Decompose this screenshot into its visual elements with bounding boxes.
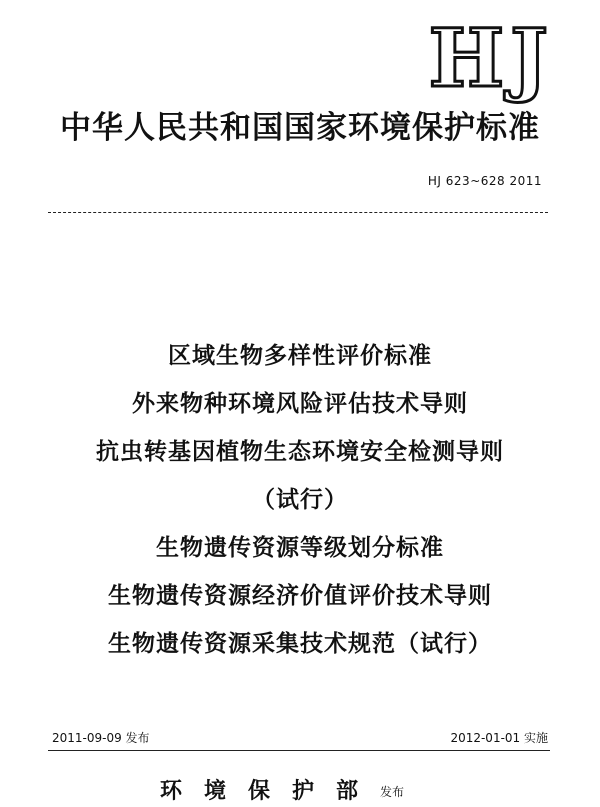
hj-logo: HJ (428, 11, 554, 105)
issue-date: 2011-09-09 发布 (52, 731, 150, 745)
effective-date: 2012-01-01 实施 (450, 731, 548, 745)
issuer-name: 环境保护部 (160, 778, 381, 804)
issuer (160, 776, 404, 807)
title-line: 外来物种环境风险评估技术导则 (132, 391, 468, 417)
title-line: 生物遗传资源采集技术规范（试行） (108, 631, 492, 657)
issuer-suffix: 发布 (380, 785, 405, 799)
standard-number: HJ 623~628 2011 (427, 174, 542, 188)
title-line: 生物遗传资源等级划分标准 (156, 535, 444, 561)
title-line: 生物遗传资源经济价值评价技术导则 (108, 583, 492, 609)
standard-titles (0, 332, 600, 668)
title-line: 抗虫转基因植物生态环境安全检测导则 (96, 439, 504, 465)
authority-title: 中华人民共和国国家环境保护标准 (60, 110, 540, 146)
footer-divider (48, 750, 550, 751)
title-line: （试行） (252, 487, 348, 513)
header-divider (48, 212, 548, 213)
title-line: 区域生物多样性评价标准 (168, 343, 432, 369)
